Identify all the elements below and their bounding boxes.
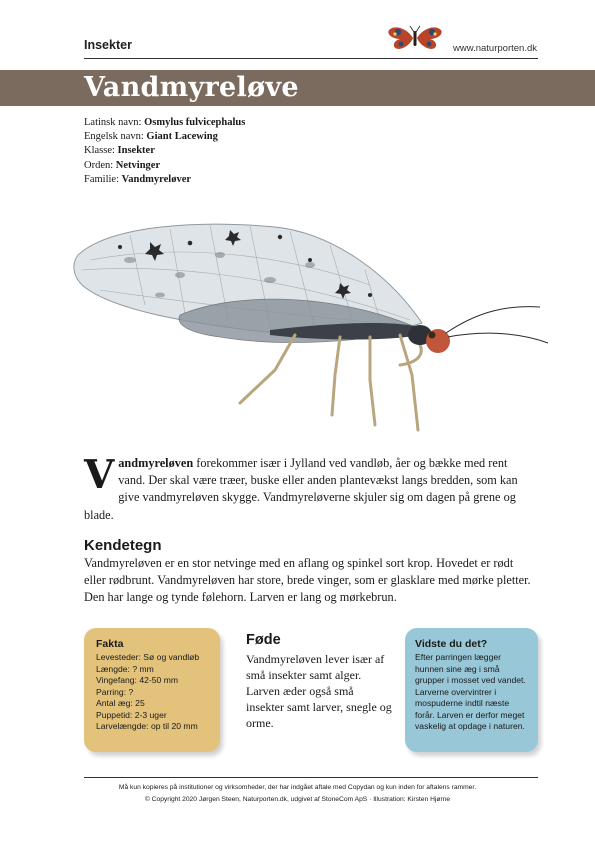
fakta-heading: Fakta — [96, 638, 124, 650]
header-rule — [84, 58, 538, 59]
intro-lead: andmyreløven — [118, 456, 194, 470]
fakta-box — [84, 628, 220, 752]
fakta-line: Længde: ? mm — [96, 663, 154, 674]
footer-copyright: © Copyright 2020 Jørgen Steen, Naturporten.dk, udgivet af StoneCom ApS · Illustration: Kirsten Hjørne — [144, 796, 451, 803]
fakta-line: Parring: ? — [96, 686, 134, 697]
latin-name-row — [84, 116, 245, 130]
fakta-line: Antal æg: 25 — [96, 698, 145, 708]
fakta-line: Puppetid: 2-3 uger — [96, 709, 167, 720]
english-name-value: Giant Lacewing — [146, 131, 218, 143]
class-value: Insekter — [117, 145, 155, 157]
latin-name-value: Osmylus fulvicephalus — [144, 117, 246, 128]
english-name-row — [84, 130, 245, 144]
footer-license: Må kun kopieres på institutioner og virksomheder, der har indgået aftale med Copydan og kun inden for aftalens rammer. — [118, 784, 477, 791]
species-facts — [84, 116, 245, 187]
intro-paragraph — [84, 452, 532, 524]
vidste-box — [405, 628, 538, 752]
vidste-text: Efter parringen lægger hunnen sine æg i små grupper i mosset ved vandet. Larverne overvintrer i mospuderne indtil næste forår. Larven er derfor meget vaskelig at opdage i naturen. — [415, 652, 526, 731]
fakta-line: Vingefang: 42-50 mm — [96, 675, 179, 685]
site-url: www.naturporten.dk — [453, 43, 537, 54]
class-label: Klasse: — [84, 145, 118, 157]
order-label: Orden: — [84, 159, 116, 171]
footer-rule — [84, 777, 538, 778]
latin-name-label: Latinsk navn: — [84, 117, 145, 128]
fakta-line: Levesteder: Sø og vandløb — [96, 652, 200, 662]
kendetegn-text: Vandmyreløven er en stor netvinge med en aflang og spinkel sort krop. Hovedet er rødt eller rødbrunt. Vandmyreløven har store, brede vinger, som er glasklare med mørke pletter. Den har lange og tynde følehorn. Larven er lang og mørkebrun. — [84, 556, 531, 605]
order-row — [84, 159, 245, 173]
kendetegn-heading: Kendetegn — [84, 537, 162, 554]
family-row — [84, 173, 245, 187]
drop-cap: V — [84, 452, 115, 498]
intro-text: forekommer især i Jylland ved vandløb, åer og bække med rent vand. Der skal være træer, buske eller anden plantevækst langs bredden, som kan give vandmyreløven skygge. Vandmyreløverne skjuler sig om dagen på grene og blade. — [84, 456, 518, 522]
fode-text: Vandmyreløven lever især af små insekter samt alger. Larven æder også små insekter samt larver, snegle og orme. — [246, 652, 392, 730]
fakta-line: Larvelængde: op til 20 mm — [96, 721, 198, 731]
family-label: Familie: — [84, 173, 122, 185]
family-value: Vandmyreløver — [121, 173, 192, 185]
vidste-heading: Vidste du det? — [415, 638, 488, 650]
class-row — [84, 144, 245, 158]
english-name-label: Engelsk navn: — [84, 131, 147, 143]
lacewing-illustration — [70, 215, 550, 435]
butterfly-icon — [386, 25, 444, 51]
category-label: Insekter — [84, 38, 132, 52]
fode-heading: Føde — [246, 632, 281, 648]
page-title: Vandmyreløve — [84, 72, 299, 103]
order-value: Netvinger — [115, 159, 161, 171]
